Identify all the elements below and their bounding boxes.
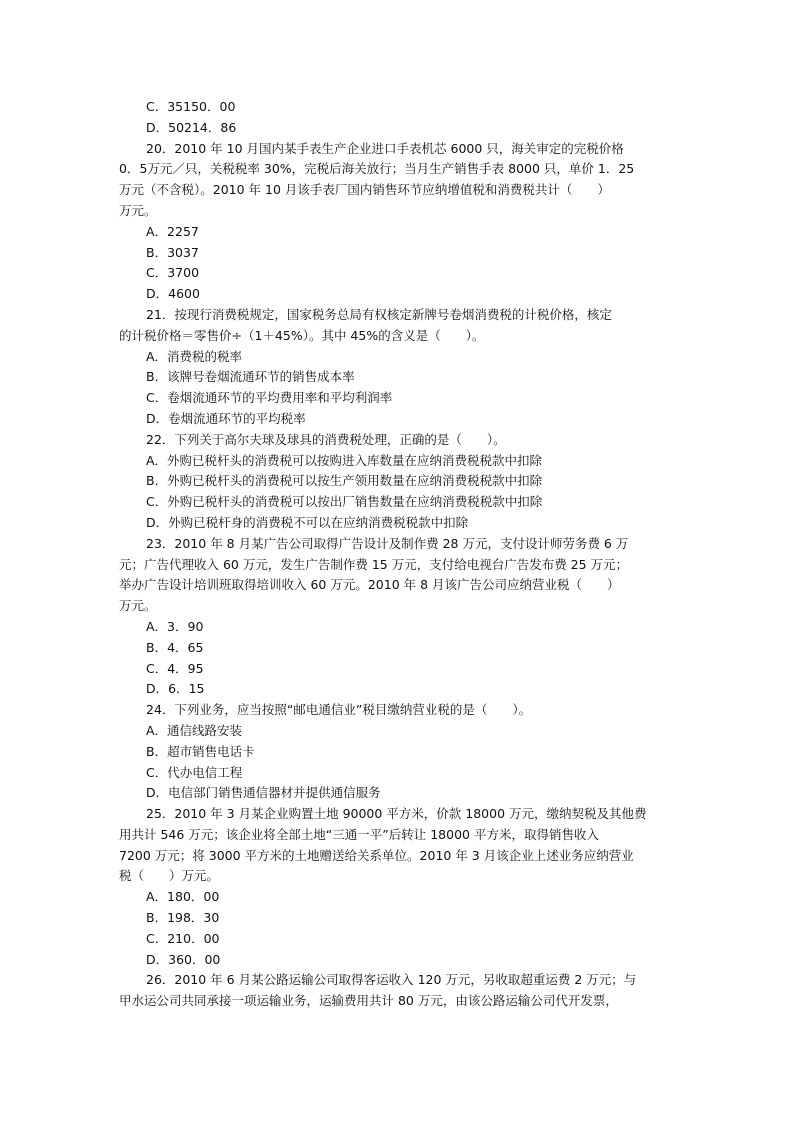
question-continuation-line: 7200 万元；将 3000 平方米的土地赠送给关系单位。2010 年 3 月该企业上述业务应纳营业 xyxy=(119,847,634,863)
question-continuation-line: 0．5万元／只，关税税率 30%，完税后海关放行；当月生产销售手表 8000 只，单价 1．25 xyxy=(119,161,635,177)
answer-option-line: D．电信部门销售通信器材并提供通信服务 xyxy=(146,785,381,801)
question-continuation-line: 甲水运公司共同承接一项运输业务，运输费用共计 80 万元，由该公路运输公司代开发票， xyxy=(119,993,618,1009)
answer-option-line: D．50214．86 xyxy=(146,119,237,135)
question-continuation-line: 元；广告代理收入 60 万元，发生广告制作费 15 万元，支付给电视台广告发布费 25 万元； xyxy=(119,556,629,572)
answer-option-line: A．180．00 xyxy=(146,889,220,905)
answer-option-line: B．4．65 xyxy=(146,639,204,655)
answer-option-line: C．210．00 xyxy=(146,930,220,946)
question-first-line: 24．下列业务，应当按照“邮电通信业”税目缴纳营业税的是（ ）。 xyxy=(146,702,532,718)
question-continuation-line: 税（ ）万元。 xyxy=(119,868,220,884)
question-continuation-line: 万元。 xyxy=(119,598,157,614)
question-continuation-line: 的计税价格＝零售价÷（1＋45%）。其中 45%的含义是（ ）。 xyxy=(119,327,485,343)
answer-option-line: B．该牌号卷烟流通环节的销售成本率 xyxy=(146,369,355,385)
question-first-line: 22．下列关于高尔夫球及球具的消费税处理，正确的是（ ）。 xyxy=(146,431,506,447)
answer-option-line: C．外购已税杆头的消费税可以按出厂销售数量在应纳消费税税款中扣除 xyxy=(146,494,543,510)
answer-option-line: D．4600 xyxy=(146,286,200,302)
question-continuation-line: 举办广告设计培训班取得培训收入 60 万元。2010 年 8 月该广告公司应纳营业税（ ） xyxy=(119,577,620,593)
answer-option-line: C．4．95 xyxy=(146,660,204,676)
answer-option-line: C．卷烟流通环节的平均费用率和平均利润率 xyxy=(146,390,393,406)
question-continuation-line: 万元（不含税）。2010 年 10 月该手表厂国内销售环节应纳增值税和消费税共计（ ） xyxy=(119,182,610,198)
question-first-line: 25．2010 年 3 月某企业购置土地 90000 平方米，价款 18000 万元，缴纳契税及其他费 xyxy=(146,806,647,822)
answer-option-line: A．通信线路安装 xyxy=(146,722,243,738)
answer-option-line: D．外购已税杆身的消费税不可以在应纳消费税税款中扣除 xyxy=(146,514,469,530)
answer-option-line: B．3037 xyxy=(146,244,199,260)
answer-option-line: D．360．00 xyxy=(146,951,221,967)
answer-option-line: B．外购已税杆头的消费税可以按生产领用数量在应纳消费税税款中扣除 xyxy=(146,473,543,489)
answer-option-line: C．35150．00 xyxy=(146,99,236,114)
question-first-line: 20．2010 年 10 月国内某手表生产企业进口手表机芯 6000 只，海关审定的完税价格 xyxy=(146,140,624,156)
question-first-line: 21．按现行消费税规定，国家税务总局有权核定新牌号卷烟消费税的计税价格，核定 xyxy=(146,306,612,322)
answer-option-line: A．2257 xyxy=(146,223,199,239)
answer-option-line: A．消费税的税率 xyxy=(146,348,243,364)
exam-questions-text xyxy=(119,97,675,1012)
answer-option-line: A．外购已税杆头的消费税可以按购进入库数量在应纳消费税税款中扣除 xyxy=(146,452,543,468)
answer-option-line: A．3．90 xyxy=(146,618,204,634)
question-first-line: 26．2010 年 6 月某公路运输公司取得客运收入 120 万元，另收取超重运费 2 万元；与 xyxy=(146,972,637,988)
question-continuation-line: 用共计 546 万元；该企业将全部土地“三通一平”后转让 18000 平方米，取得销售收入 xyxy=(119,826,599,842)
answer-option-line: B．超市销售电话卡 xyxy=(146,743,255,759)
answer-option-line: D．卷烟流通环节的平均税率 xyxy=(146,410,306,426)
answer-option-line: C．代办电信工程 xyxy=(146,764,243,780)
answer-option-line: C．3700 xyxy=(146,265,200,281)
answer-option-line: D．6．15 xyxy=(146,681,205,697)
question-first-line: 23．2010 年 8 月某广告公司取得广告设计及制作费 28 万元，支付设计师劳务费 6 万 xyxy=(146,535,629,551)
answer-option-line: B．198．30 xyxy=(146,910,220,926)
question-continuation-line: 万元。 xyxy=(119,202,157,218)
